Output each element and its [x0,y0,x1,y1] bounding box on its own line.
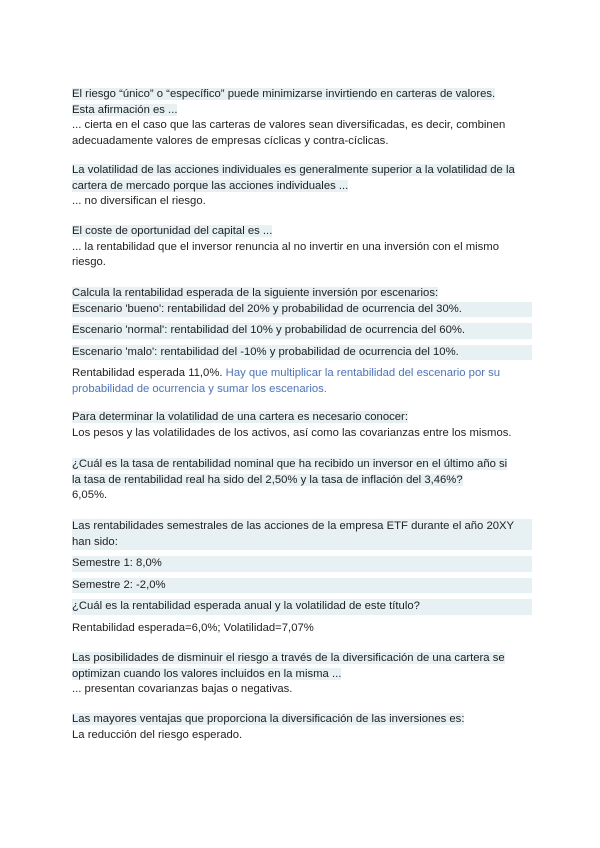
question-text: cartera de mercado porque las acciones individuales ... [72,179,349,192]
qa-block-7 [72,519,532,636]
semester-line: Semestre 1: 8,0% [72,556,532,572]
qa-block-8 [72,651,532,698]
question-text: ¿Cuál es la rentabilidad esperada anual y la volatilidad de este título? [72,599,532,615]
question-text: Esta afirmación es ... [72,103,178,116]
question-text: han sido: [72,535,532,551]
hint-text: Hay que multiplicar la rentabilidad del escenario por su [225,367,501,379]
answer-text: ... cierta en el caso que las carteras de valores sean diversificadas, es decir, combinen [72,119,506,131]
qa-block-6 [72,457,532,504]
question-text: la tasa de rentabilidad real ha sido del 2,50% y la tasa de inflación del 3,46%? [72,473,463,486]
question-text: La volatilidad de las acciones individuales es generalmente superior a la volatilidad de la [72,164,515,176]
answer-text: ... presentan covarianzas bajas o negativas. [72,683,293,695]
qa-block-3 [72,224,532,271]
qa-block-4 [72,286,532,397]
answer-text: adecuadamente valores de empresas cíclicas y contra-cíclicas. [72,134,389,147]
answer-text: Rentabilidad esperada 11,0%. [72,367,223,379]
answer-text: Rentabilidad esperada=6,0%; Volatilidad=7,07% [72,621,314,634]
question-text: Las rentabilidades semestrales de las acciones de la empresa ETF durante el año 20XY [72,519,532,535]
hint-text: probabilidad de ocurrencia y sumar los escenarios. [72,382,327,395]
scenario-line: Escenario 'normal': rentabilidad del 10% y probabilidad de ocurrencia del 60%. [72,323,532,339]
question-text: El coste de oportunidad del capital es ... [72,225,273,237]
qa-block-1 [72,87,532,149]
question-text: Para determinar la volatilidad de una cartera es necesario conocer: [72,411,408,423]
answer-text: riesgo. [72,256,106,268]
question-text: ¿Cuál es la tasa de rentabilidad nominal que ha recibido un inversor en el último año si [72,458,508,470]
qa-block-2 [72,163,532,210]
answer-text: Los pesos y las volatilidades de los activos, así como las covarianzas entre los mismos. [72,426,512,439]
question-text: El riesgo “único” o “específico” puede minimizarse invirtiendo en carteras de valores. [72,88,496,100]
answer-text: La reducción del riesgo esperado. [72,728,243,741]
answer-text: ... la rentabilidad que el inversor renuncia al no invertir en una inversión con el mismo [72,240,499,253]
scenario-line: Escenario 'bueno': rentabilidad del 20% y probabilidad de ocurrencia del 30%. [72,302,532,318]
scenario-line: Escenario 'malo': rentabilidad del -10% y probabilidad de ocurrencia del 10%. [72,345,532,361]
question-text: Calcula la rentabilidad esperada de la siguiente inversión por escenarios: [72,287,439,299]
question-text: Las mayores ventajas que proporciona la diversificación de las inversiones es: [72,713,465,725]
qa-block-5 [72,410,532,441]
answer-text: ... no diversifican el riesgo. [72,195,206,207]
question-text: Las posibilidades de disminuir el riesgo a través de la diversificación de una cartera se [72,652,505,664]
answer-text: 6,05%. [72,489,108,501]
semester-line: Semestre 2: -2,0% [72,578,532,594]
question-text: optimizan cuando los valores incluidos en la misma ... [72,667,342,680]
qa-block-9 [72,712,532,743]
